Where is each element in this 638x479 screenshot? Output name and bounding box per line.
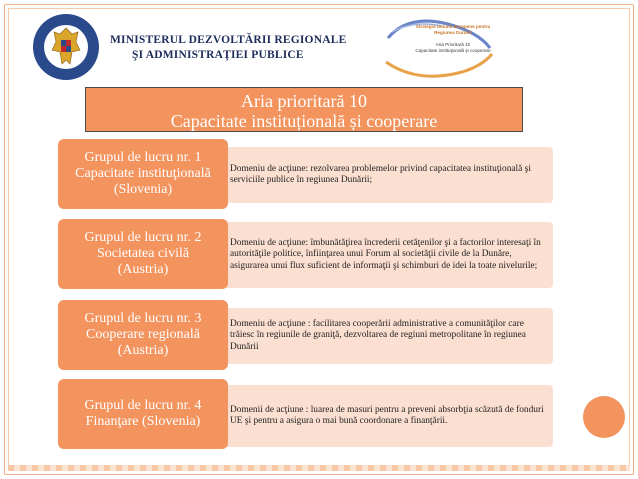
title-line-2: Capacitate instituțională și cooperare: [170, 111, 438, 131]
working-group-3: [58, 300, 553, 370]
government-crest-logo: [28, 12, 104, 82]
group-3-label-line-1: Grupul de lucru nr. 3: [84, 311, 202, 326]
eu-logo-line-1: Strategia Uniunii Europene pentru: [415, 24, 491, 29]
group-2-label-line-2: Societatea civilă: [96, 246, 190, 261]
eu-logo-caption: [398, 24, 508, 54]
group-3-label-line-3: (Austria): [117, 343, 169, 358]
ministry-line-2: ŞI ADMINISTRAŢIEI PUBLICE: [132, 49, 304, 61]
title-line-1: Aria prioritară 10: [241, 91, 367, 111]
ministry-line-1: MINISTERUL DEZVOLTĂRII REGIONALE: [110, 34, 347, 46]
eu-logo-line-2: Regiunea Dunării: [434, 30, 472, 35]
group-2-description: Domeniu de acţiune: îmbunătăţirea încrederii cetăţenilor şi a factorilor interesaţi în autorităţile politice, înfiinţarea unui Forum al societăţii civile de la Dunăre, asigurarea unui flux suficient de informaţii şi schimburi de idei la toate nivelurile;: [230, 237, 541, 271]
working-group-4: [58, 379, 553, 449]
group-4-label: [58, 379, 228, 449]
group-2-label-line-1: Grupul de lucru nr. 2: [84, 230, 202, 245]
group-4-label-line-2: Finanţare (Slovenia): [85, 414, 201, 429]
group-1-description-box: [208, 147, 553, 203]
working-group-1: [58, 139, 553, 209]
eu-logo-line-4: Capacitate instituţională şi cooperare: [415, 48, 491, 53]
eu-logo-line-3: Aria Prioritară 10: [435, 42, 471, 47]
decorative-circle: [583, 396, 625, 438]
slide-title: [85, 87, 523, 132]
group-2-description-box: [208, 222, 553, 288]
group-3-description-box: [208, 308, 553, 364]
group-1-label-line-3: (Slovenia): [113, 182, 173, 197]
group-3-label-line-2: Cooperare regională: [86, 327, 200, 342]
bottom-decoration: [8, 465, 630, 471]
group-1-label: [58, 139, 228, 209]
group-1-label-line-2: Capacitate instituţională: [75, 166, 211, 181]
group-2-label: [58, 219, 228, 289]
group-3-label: [58, 300, 228, 370]
ministry-name: [110, 33, 360, 63]
group-2-label-line-3: (Austria): [117, 262, 169, 277]
group-4-description: Domenii de acţiune : luarea de masuri pentru a preveni absorbţia scăzută de fonduri UE şi pentru a asigura o mai bună coordonare a finanţării.: [230, 404, 544, 426]
group-4-description-box: [208, 385, 553, 447]
group-4-label-line-1: Grupul de lucru nr. 4: [84, 398, 202, 413]
group-1-label-line-1: Grupul de lucru nr. 1: [84, 150, 202, 165]
group-3-description: Domeniu de acţiune : facilitarea cooperării administrative a comunităţilor care trăiesc în regiunile de graniţă, dezvoltarea de regiuni metropolitane în regiunea Dunării: [230, 318, 526, 352]
group-1-description: Domeniu de acţiune: rezolvarea problemelor privind capacitatea instituţională şi serviciile publice în regiunea Dunării;: [230, 163, 531, 185]
working-group-2: [58, 219, 553, 289]
